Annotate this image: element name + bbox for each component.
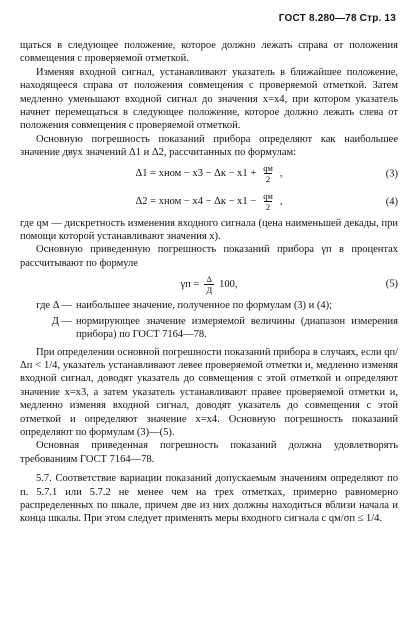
paragraph-requirements: Основная приведенная погрешность показаний должна удовлетворять требованиям ГОСТ 7164—78. bbox=[20, 440, 398, 465]
formula-5-lhs: γп = bbox=[180, 278, 200, 290]
paragraph-section-5-7: 5.7. Соответствие вариации показаний допускаемым значениям определяют по п. 5.7.1 или 5.7.2 не менее чем на трех отметках, примерно равномерно распределенных по шкале, причем две из них должны находиться вблизи начала и конца шкалы. При этом следует применять меры входного сигнала с qм/σп ≤ 1/4. bbox=[20, 473, 398, 525]
formula-3-number: (3) bbox=[385, 167, 398, 179]
paragraph-determination: При определении основной погрешности показаний прибора в случаях, если qп/Δп < 1/4, указатель устанавливают левее проверяемой отметки и, медленно изменяя входной сигнал, доводят указатель до совмещения с этой отметкой и определяют значение x=x3, а затем указатель устанавливают правее проверяемой отметки и, медленно изменяя входной сигнал, доводят указатель до совмещения с этой отметкой и определяют значение x=x4. Основную погрешность показаний определяют по формулам (3)—(5). bbox=[20, 346, 398, 438]
definition-delta-text: наибольшее значение, полученное по формулам (3) и (4); bbox=[76, 300, 333, 312]
document-body bbox=[20, 39, 398, 526]
formula-3-denominator: 2 bbox=[265, 174, 271, 185]
formula-5-number: (5) bbox=[385, 278, 398, 290]
formula-3-lhs: Δ1 = xном − x3 − Δк − x1 + bbox=[135, 167, 257, 179]
formula-5-denominator: Д bbox=[206, 284, 213, 295]
formula-4-lhs: Δ2 = xном − x4 − Δк − x1 − bbox=[135, 195, 257, 207]
definition-d bbox=[20, 315, 398, 342]
paragraph-input-signal: Изменяя входной сигнал, устанавливают указатель в ближайшее положение, находящееся справа от положения совмещения с проверяемой отметкой. Затем медленно уменьшают входной сигнал до значения x=x4, при котором указатель начнет перемещаться в следующее положение, которое должно лежать слева от положения совмещения с проверяемой отметкой. bbox=[20, 66, 398, 132]
definition-d-label: Д — bbox=[51, 315, 72, 327]
formula-5-numerator: Δ bbox=[206, 273, 212, 284]
formula-4-numerator: qм bbox=[263, 191, 273, 202]
definition-delta-label: где Δ — bbox=[36, 300, 72, 312]
definition-delta bbox=[20, 299, 398, 312]
formula-3 bbox=[20, 161, 398, 187]
paragraph-reduced-error: Основную приведенную погрешность показаний прибора γп в процентах рассчитывают по формуле bbox=[20, 244, 398, 269]
formula-3-numerator: qм bbox=[263, 163, 273, 174]
formula-4 bbox=[20, 189, 398, 215]
formula-4-fraction bbox=[261, 191, 275, 212]
paragraph-where-q: где qм — дискретность изменения входного сигнала (цена наименьшей декады, при помощи которой устанавливают значения x). bbox=[20, 217, 398, 243]
formula-5-tail: 100, bbox=[219, 278, 238, 290]
page-header: ГОСТ 8.280—78 Стр. 13 bbox=[278, 13, 396, 24]
formula-5 bbox=[20, 271, 398, 297]
paragraph-continuation: щаться в следующее положение, которое должно лежать справа от положения совмещения с проверяемой отметкой. bbox=[20, 40, 398, 65]
formula-5-fraction bbox=[204, 274, 214, 295]
formula-4-tail: , bbox=[279, 195, 283, 207]
formula-4-number: (4) bbox=[385, 195, 398, 207]
paragraph-basic-error: Основную погрешность показаний прибора определяют как наибольшее значение двух значений Δ1 и Δ2, рассчитанных по формулам: bbox=[20, 133, 398, 159]
formula-3-tail: , bbox=[279, 167, 283, 179]
definition-d-text: нормирующее значение измеряемой величины (диапазон измерения прибора) по ГОСТ 7164—78. bbox=[76, 315, 398, 341]
formula-3-fraction bbox=[261, 163, 275, 184]
formula-4-denominator: 2 bbox=[265, 202, 271, 213]
